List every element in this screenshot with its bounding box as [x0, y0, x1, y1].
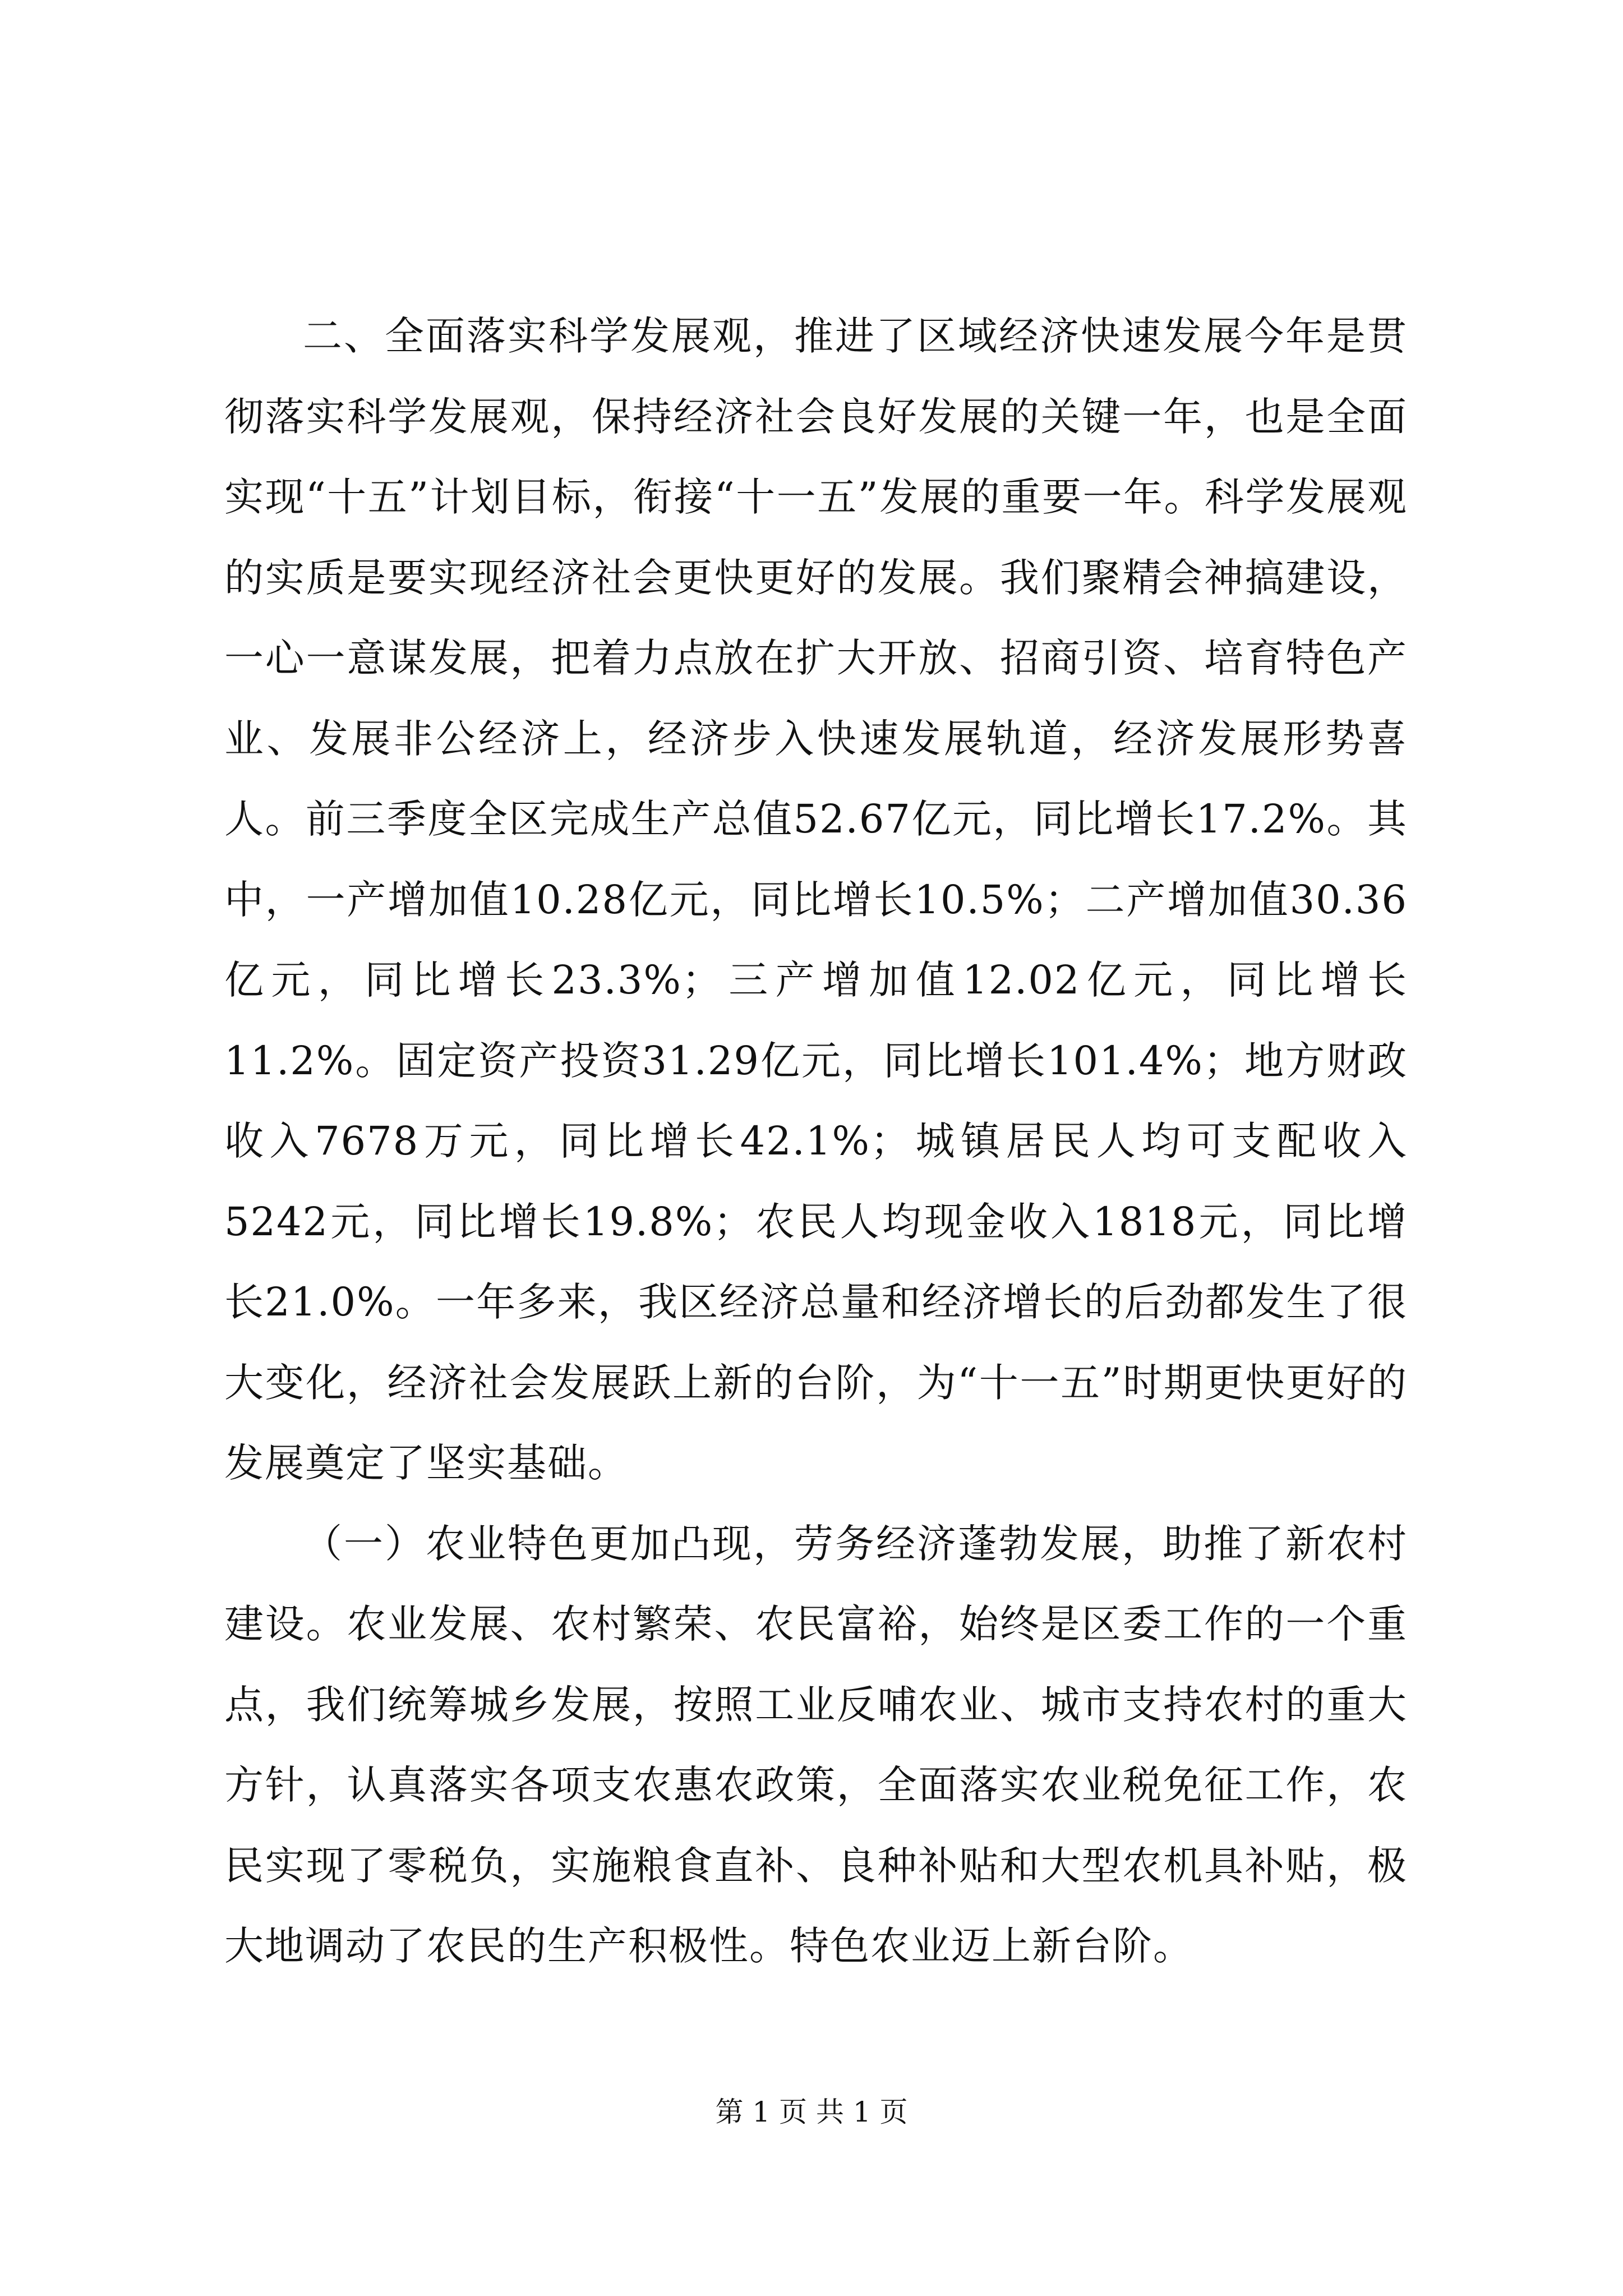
document-body [224, 296, 1408, 1987]
paragraph-1: 二、全面落实科学发展观，推进了区域经济快速发展今年是贯彻落实科学发展观，保持经济社会良好发展的关键一年，也是全面实现“十五”计划目标，衔接“十一五”发展的重要一年。科学发展观的实质是要实现经济社会更快更好的发展。我们聚精会神搞建设，一心一意谋发展，把着力点放在扩大开放、招商引资、培育特色产业、发展非公经济上，经济步入快速发展轨道，经济发展形势喜人。前三季度全区完成生产总值52.67亿元，同比增长17.2%。其中，一产增加值10.28亿元，同比增长10.5%；二产增加值30.36亿元，同比增长23.3%；三产增加值12.02亿元，同比增长11.2%。固定资产投资31.29亿元，同比增长101.4%；地方财政收入7678万元，同比增长42.1%；城镇居民人均可支配收入5242元，同比增长19.8%；农民人均现金收入1818元，同比增长21.0%。一年多来，我区经济总量和经济增长的后劲都发生了很大变化，经济社会发展跃上新的台阶，为“十一五”时期更快更好的发展奠定了坚实基础。 [224, 313, 1408, 1486]
paragraph-2: （一）农业特色更加凸现，劳务经济蓬勃发展，助推了新农村建设。农业发展、农村繁荣、农民富裕，始终是区委工作的一个重点，我们统筹城乡发展，按照工业反哺农业、城市支持农村的重大方针，认真落实各项支农惠农政策，全面落实农业税免征工作，农民实现了零税负，实施粮食直补、良种补贴和大型农机具补贴，极大地调动了农民的生产积极性。特色农业迈上新台阶。 [224, 1520, 1408, 1969]
page-footer: 第 1 页 共 1 页 [715, 2096, 908, 2128]
